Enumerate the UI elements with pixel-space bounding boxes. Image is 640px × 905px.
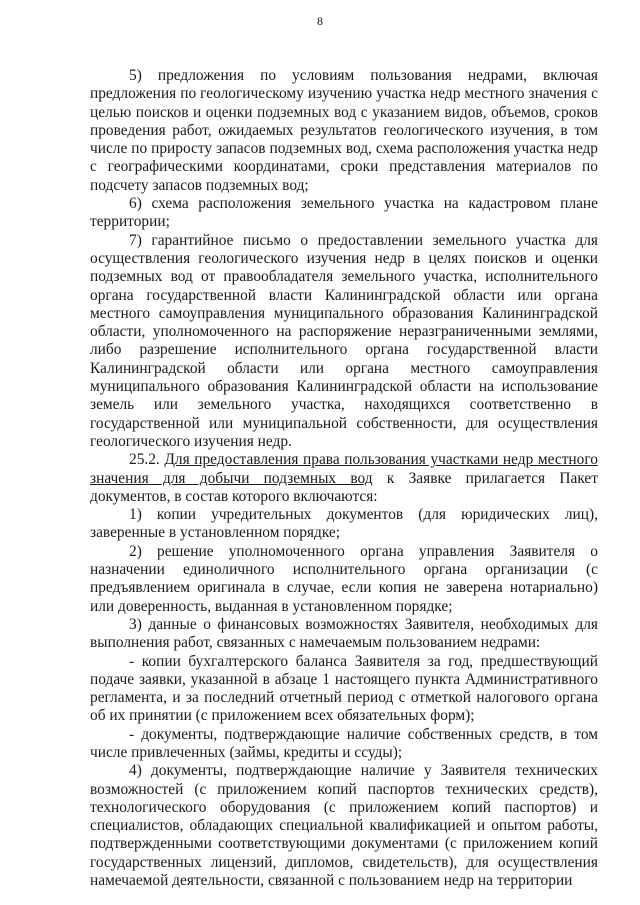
- page-number: 8: [317, 14, 323, 28]
- section-intro-text: к Заявке прилагается Пакет документов, в состав которого включаются:: [90, 469, 598, 505]
- paragraph-item-4: 4) документы, подтверждающие наличие у Заявителя технических возможностей (с приложением копий паспортов технических средств), технологического оборудования (с приложением копий паспортов) и специалистов, обладающих специальной квалификацией и опытом работы, подтвержденными соответствующими документами (с приложением копий государственных лицензий, дипломов, свидетельств), для осуществления намечаемой деятельности, связанной с пользованием недр на территории: [90, 762, 598, 890]
- paragraph-dash-balance: - копии бухгалтерского баланса Заявителя за год, предшествующий подаче заявки, указанной в абзаце 1 настоящего пункта Административного регламента, и за последний отчетный период с отметкой налогового органа об их принятии (с приложением всех обязательных форм);: [90, 652, 598, 725]
- paragraph-dash-funds: - документы, подтверждающие наличие собственных средств, в том числе привлеченных (займы, кредиты и ссуды);: [90, 725, 598, 761]
- document-body: [90, 67, 598, 890]
- paragraph-item-1: 1) копии учредительных документов (для юридических лиц), заверенные в установленном порядке;: [90, 506, 598, 542]
- paragraph-item-7: 7) гарантийное письмо о предоставлении земельного участка для осуществления геологического изучения недр в целях поисков и оценки подземных вод от правообладателя земельного участка, исполнительного органа государственной власти Калининградской области или органа местного самоуправления муниципального образования Калининградской области, уполномоченного на распоряжение неразграниченными землями, либо разрешение исполнительного органа государственной власти Калининградской области или органа местного самоуправления муниципального образования Калининградской области на использование земель или земельного участка, находящихся соответственно в государственной или муниципальной собственности, для осуществления геологического изучения недр.: [90, 231, 598, 450]
- section-heading-underlined: Для предоставления права пользования участками недр местного значения для добычи подземных вод: [90, 451, 598, 487]
- paragraph-item-5: 5) предложения по условиям пользования недрами, включая предложения по геологическому изучению участка недр местного значения с целью поисков и оценки подземных вод с указанием видов, объемов, сроков проведения работ, ожидаемых результатов геологического изучения, в том числе по приросту запасов подземных вод, схема расположения участка недр с географическими координатами, сроки представления материалов по подсчету запасов подземных вод;: [90, 67, 598, 194]
- paragraph-item-2: 2) решение уполномоченного органа управления Заявителя о назначении единоличного исполнительного органа организации (с предъявлением оригинала в случае, если копия не заверена нотариально) или доверенность, выданная в установленном порядке;: [90, 542, 598, 615]
- paragraph-section-25-2: [90, 451, 598, 506]
- paragraph-item-3: 3) данные о финансовых возможностях Заявителя, необходимых для выполнения работ, связанных с намечаемым пользованием недрами:: [90, 615, 598, 652]
- paragraph-item-6: 6) схема расположения земельного участка на кадастровом плане территории;: [90, 195, 598, 231]
- section-number: 25.2.: [129, 451, 165, 469]
